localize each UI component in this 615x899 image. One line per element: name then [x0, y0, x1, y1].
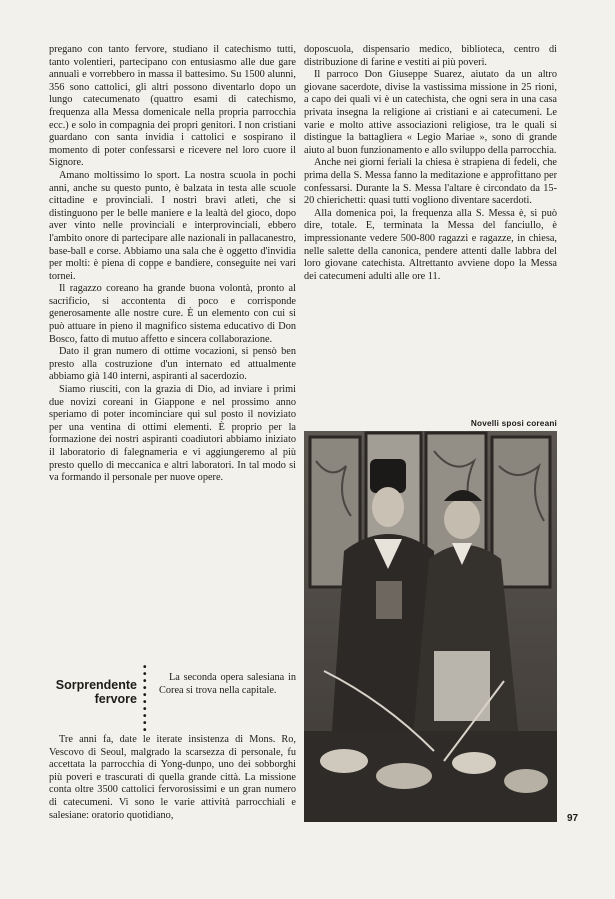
- section-dot-rule: • • • • • • • • • •: [143, 662, 147, 736]
- right-paragraph-4: Alla domenica poi, la frequenza alla S. Messa è, si può dire, totale. E, terminata la Messa del fanciullo, è impressionante vedere 500-800 ragazzi e ragazze, in chiesa, nelle salette della canonica, pendere attenti dalle labbra del loro giovane catechista. Altrettanto avviene dopo la Messa dei catecumeni adulti alle ore 11.: [304, 207, 557, 282]
- wedding-photo-illustration: [304, 431, 557, 822]
- right-paragraph-2: Il parroco Don Giuseppe Suarez, aiutato da un altro giovane sacerdote, divise la vastissima missione in 25 rioni, a capo dei quali vi è un catechista, che ogni sera in una casa privata insegna la religione ai cristiani e ai catecumeni. Le varie e molto attive associazioni religiose, tra le quali si distingue la battagliera « Legio Mariae », sono di grande aiuto al buon funzionamento e allo sviluppo della parrocchia.: [304, 69, 557, 156]
- section-paragraph-2: Tre anni fa, date le iterate insistenza di Mons. Ro, Vescovo di Seoul, malgrado la scarsezza di personale, fu accettata la parrocchia di Yong-dunpo, uno dei sobborghi più poveri e trascurati di quella grande città. La missione conta oltre 3500 cattolici fervorosissimi e un gran numero di catecumeni. Vi sono le varie attività parrocchiali e salesiane: oratorio quotidiano,: [49, 734, 296, 821]
- section-intro-text: [159, 672, 296, 697]
- section-body: [49, 734, 296, 822]
- right-paragraph-1: doposcuola, dispensario medico, biblioteca, centro di distribuzione di farine e vestiti ai più poveri.: [304, 44, 557, 68]
- left-paragraph-2: Amano moltissimo lo sport. La nostra scuola in pochi anni, anche su questo punto, è balzata in testa alle scuole cittadine e provinciali. I nostri bravi atleti, che si distinguono per le belle maniere e la lealtà del gioco, dopo aver vinto nelle provinciali e interprovinciali, ebbero l'ambito onore di partecipare alle nazionali in pallacanestro, base-ball e corse. Abbiamo una sala che è oggetto d'invidia per molti: è piena di coppe e bandiere, conseguite nei vari tornei.: [49, 169, 296, 282]
- wedding-photo: [304, 431, 557, 822]
- section-heading-line-2: fervore: [94, 692, 137, 706]
- photo-caption: Novelli sposi coreani: [470, 419, 557, 428]
- left-paragraph-3: Il ragazzo coreano ha grande buona volontà, pronto al sacrificio, si accontenta di poco e corrisponde generosamente alle nostre cure. È un elemento con cui si può attuare in pieno il magnifico sistema educativo di Don Bosco, fatto di mutuo affetto e sincera collaborazione.: [49, 283, 296, 345]
- section-heading: [49, 672, 143, 706]
- left-column: [49, 44, 296, 485]
- section-paragraph-1: La seconda opera salesiana in Corea si trova nella capitale.: [159, 672, 296, 696]
- left-paragraph-4: Dato il gran numero di ottime vocazioni, si pensò ben presto alla costruzione d'un internato ed attualmente abbiamo già 140 interni, aspiranti al sacerdozio.: [49, 346, 296, 383]
- page-number: 97: [567, 813, 579, 824]
- left-paragraph-5: Siamo riusciti, con la grazia di Dio, ad inviare i primi due novizi coreani in Giappone e nel prossimo anno speriamo di poter incominciare qui sul posto il noviziato per una ventina di ottimi elementi. È proprio per la formazione dei nostri aspiranti coadiutori abbiamo iniziato il laboratorio di falegnameria e vi aggiungeremo al più presto quello di meccanica e altri laboratori. In tal modo si va formando il personale per nuove opere.: [49, 384, 296, 484]
- left-paragraph-1: pregano con tanto fervore, studiano il catechismo tutti, tanto volentieri, partecipano con entusiasmo alle due gare annuali e vorrebbero in massa il battesimo. Su 1500 alunni, 356 sono cattolici, gli altri possono diventarlo dopo un lungo catecumenato (quattro esami di catechismo, frequenza alla Messa domenicale nella propria parrocchia ecc.) e solo in compagnia dei propri genitori. I non cristiani guardano con santa invidia i cattolici e sospirano il momento di poter confessarsi e ricevere nel loro cuore il Signore.: [49, 44, 296, 169]
- right-column: [304, 44, 557, 283]
- section-block: [49, 662, 296, 822]
- section-heading-line-1: Sorprendente: [55, 678, 137, 692]
- section-intro: [49, 662, 296, 736]
- right-paragraph-3: Anche nei giorni feriali la chiesa è strapiena di fedeli, che prima della S. Messa fanno la meditazione e approfittano per confessarsi. Durante la S. Messa l'altare è circondato da 15-20 chierichetti: quasi tutti vogliono diventare sacerdoti.: [304, 157, 557, 207]
